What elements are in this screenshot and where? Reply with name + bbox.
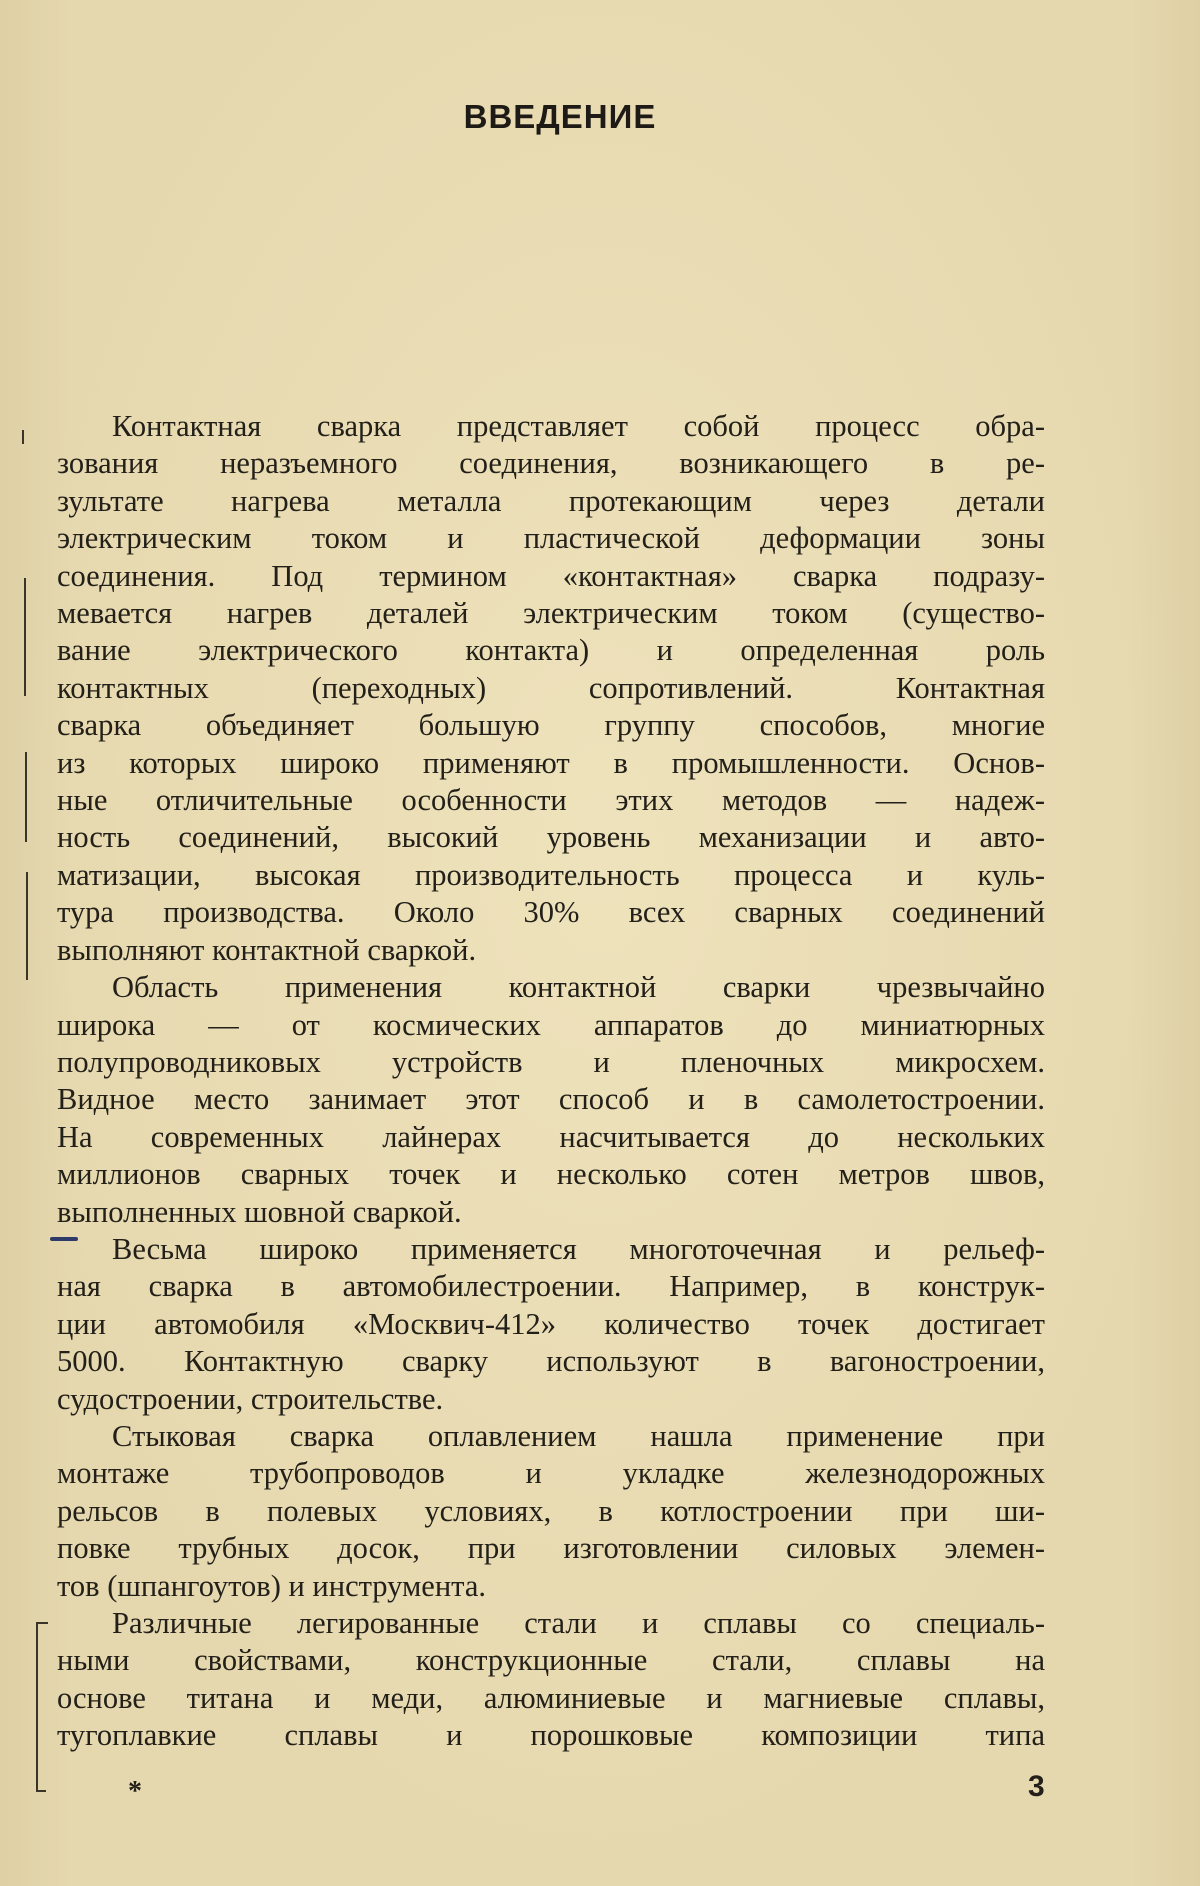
text-line: контактных (переходных) сопротивлений. Контактная xyxy=(57,670,1045,705)
page-number: 3 xyxy=(1028,1770,1045,1803)
paragraph-2 xyxy=(57,969,1045,1231)
footer-asterisk: * xyxy=(128,1776,142,1807)
margin-mark xyxy=(36,1622,48,1624)
body-text xyxy=(57,408,1045,1755)
margin-mark xyxy=(22,430,24,444)
text-line: вание электрического контакта) и определенная роль xyxy=(57,633,1045,668)
paragraph-3 xyxy=(57,1231,1045,1418)
paragraph-1 xyxy=(57,408,1045,969)
text-line: ность соединений, высокий уровень механизации и авто- xyxy=(57,820,1045,855)
text-line: Область применения контактной сварки чрезвычайно xyxy=(112,970,1045,1005)
chapter-heading: ВВЕДЕНИЕ xyxy=(463,98,657,135)
text-line: электрическим током и пластической деформации зоны xyxy=(57,521,1045,556)
text-line: Контактная сварка представляет собой процесс обра- xyxy=(112,409,1045,443)
margin-mark xyxy=(25,752,27,842)
text-line: Стыковая сварка оплавлением нашла применение при xyxy=(112,1418,1045,1453)
text-line: тугоплавкие сплавы и порошковые композиции типа xyxy=(57,1718,1045,1753)
text-line: выполняют контактной сваркой. xyxy=(57,932,477,967)
text-line: повке трубных досок, при изготовлении силовых элемен- xyxy=(57,1531,1045,1566)
text-line: рельсов в полевых условиях, в котлостроении при ши- xyxy=(57,1493,1045,1528)
text-line: миллионов сварных точек и несколько сотен метров швов, xyxy=(57,1157,1045,1192)
text-line: 5000. Контактную сварку используют в вагоностроении, xyxy=(57,1344,1045,1379)
margin-mark xyxy=(36,1622,38,1792)
text-line: полупроводниковых устройств и пленочных микросхем. xyxy=(57,1044,1045,1079)
margin-mark xyxy=(36,1790,46,1792)
paragraph-5 xyxy=(57,1605,1045,1755)
text-line: основе титана и меди, алюминиевые и магниевые сплавы, xyxy=(57,1680,1045,1715)
text-line: зования неразъемного соединения, возникающего в ре- xyxy=(57,446,1045,481)
text-line: Весьма широко применяется многоточечная и рельеф- xyxy=(112,1231,1045,1266)
text-line: зультате нагрева металла протекающим через детали xyxy=(57,483,1045,518)
paragraph-4 xyxy=(57,1418,1045,1605)
text-line: мевается нагрев деталей электрическим током (существо- xyxy=(57,596,1045,631)
text-line: Различные легированные стали и сплавы со специаль- xyxy=(112,1606,1045,1640)
text-line: сварка объединяет большую группу способов, многие xyxy=(57,708,1045,743)
text-line: ные отличительные особенности этих методов — надеж- xyxy=(57,783,1045,818)
text-line: соединения. Под термином «контактная» сварка подразу- xyxy=(57,558,1045,593)
text-line: ции автомобиля «Москвич-412» количество точек достигает xyxy=(57,1306,1045,1341)
text-line: монтаже трубопроводов и укладке железнодорожных xyxy=(57,1456,1045,1491)
text-line: из которых широко применяют в промышленности. Основ- xyxy=(57,745,1045,780)
text-line: На современных лайнерах насчитывается до нескольких xyxy=(57,1119,1045,1154)
text-line: выполненных шовной сваркой. xyxy=(57,1194,462,1229)
text-line: тов (шпангоутов) и инструмента. xyxy=(57,1568,487,1603)
text-line: судостроении, строительстве. xyxy=(57,1381,444,1416)
text-line: тура производства. Около 30% всех сварных соединений xyxy=(57,895,1045,930)
pen-dash-mark xyxy=(50,1237,78,1241)
text-line: Видное место занимает этот способ и в самолетостроении. xyxy=(57,1082,1045,1117)
text-line: ными свойствами, конструкционные стали, сплавы на xyxy=(57,1643,1045,1678)
margin-mark xyxy=(24,578,26,696)
margin-mark xyxy=(26,872,28,980)
text-line: ная сварка в автомобилестроении. Например, в конструк- xyxy=(57,1269,1045,1304)
text-line: широка — от космических аппаратов до миниатюрных xyxy=(57,1007,1045,1042)
text-line: матизации, высокая производительность процесса и куль- xyxy=(57,857,1045,892)
